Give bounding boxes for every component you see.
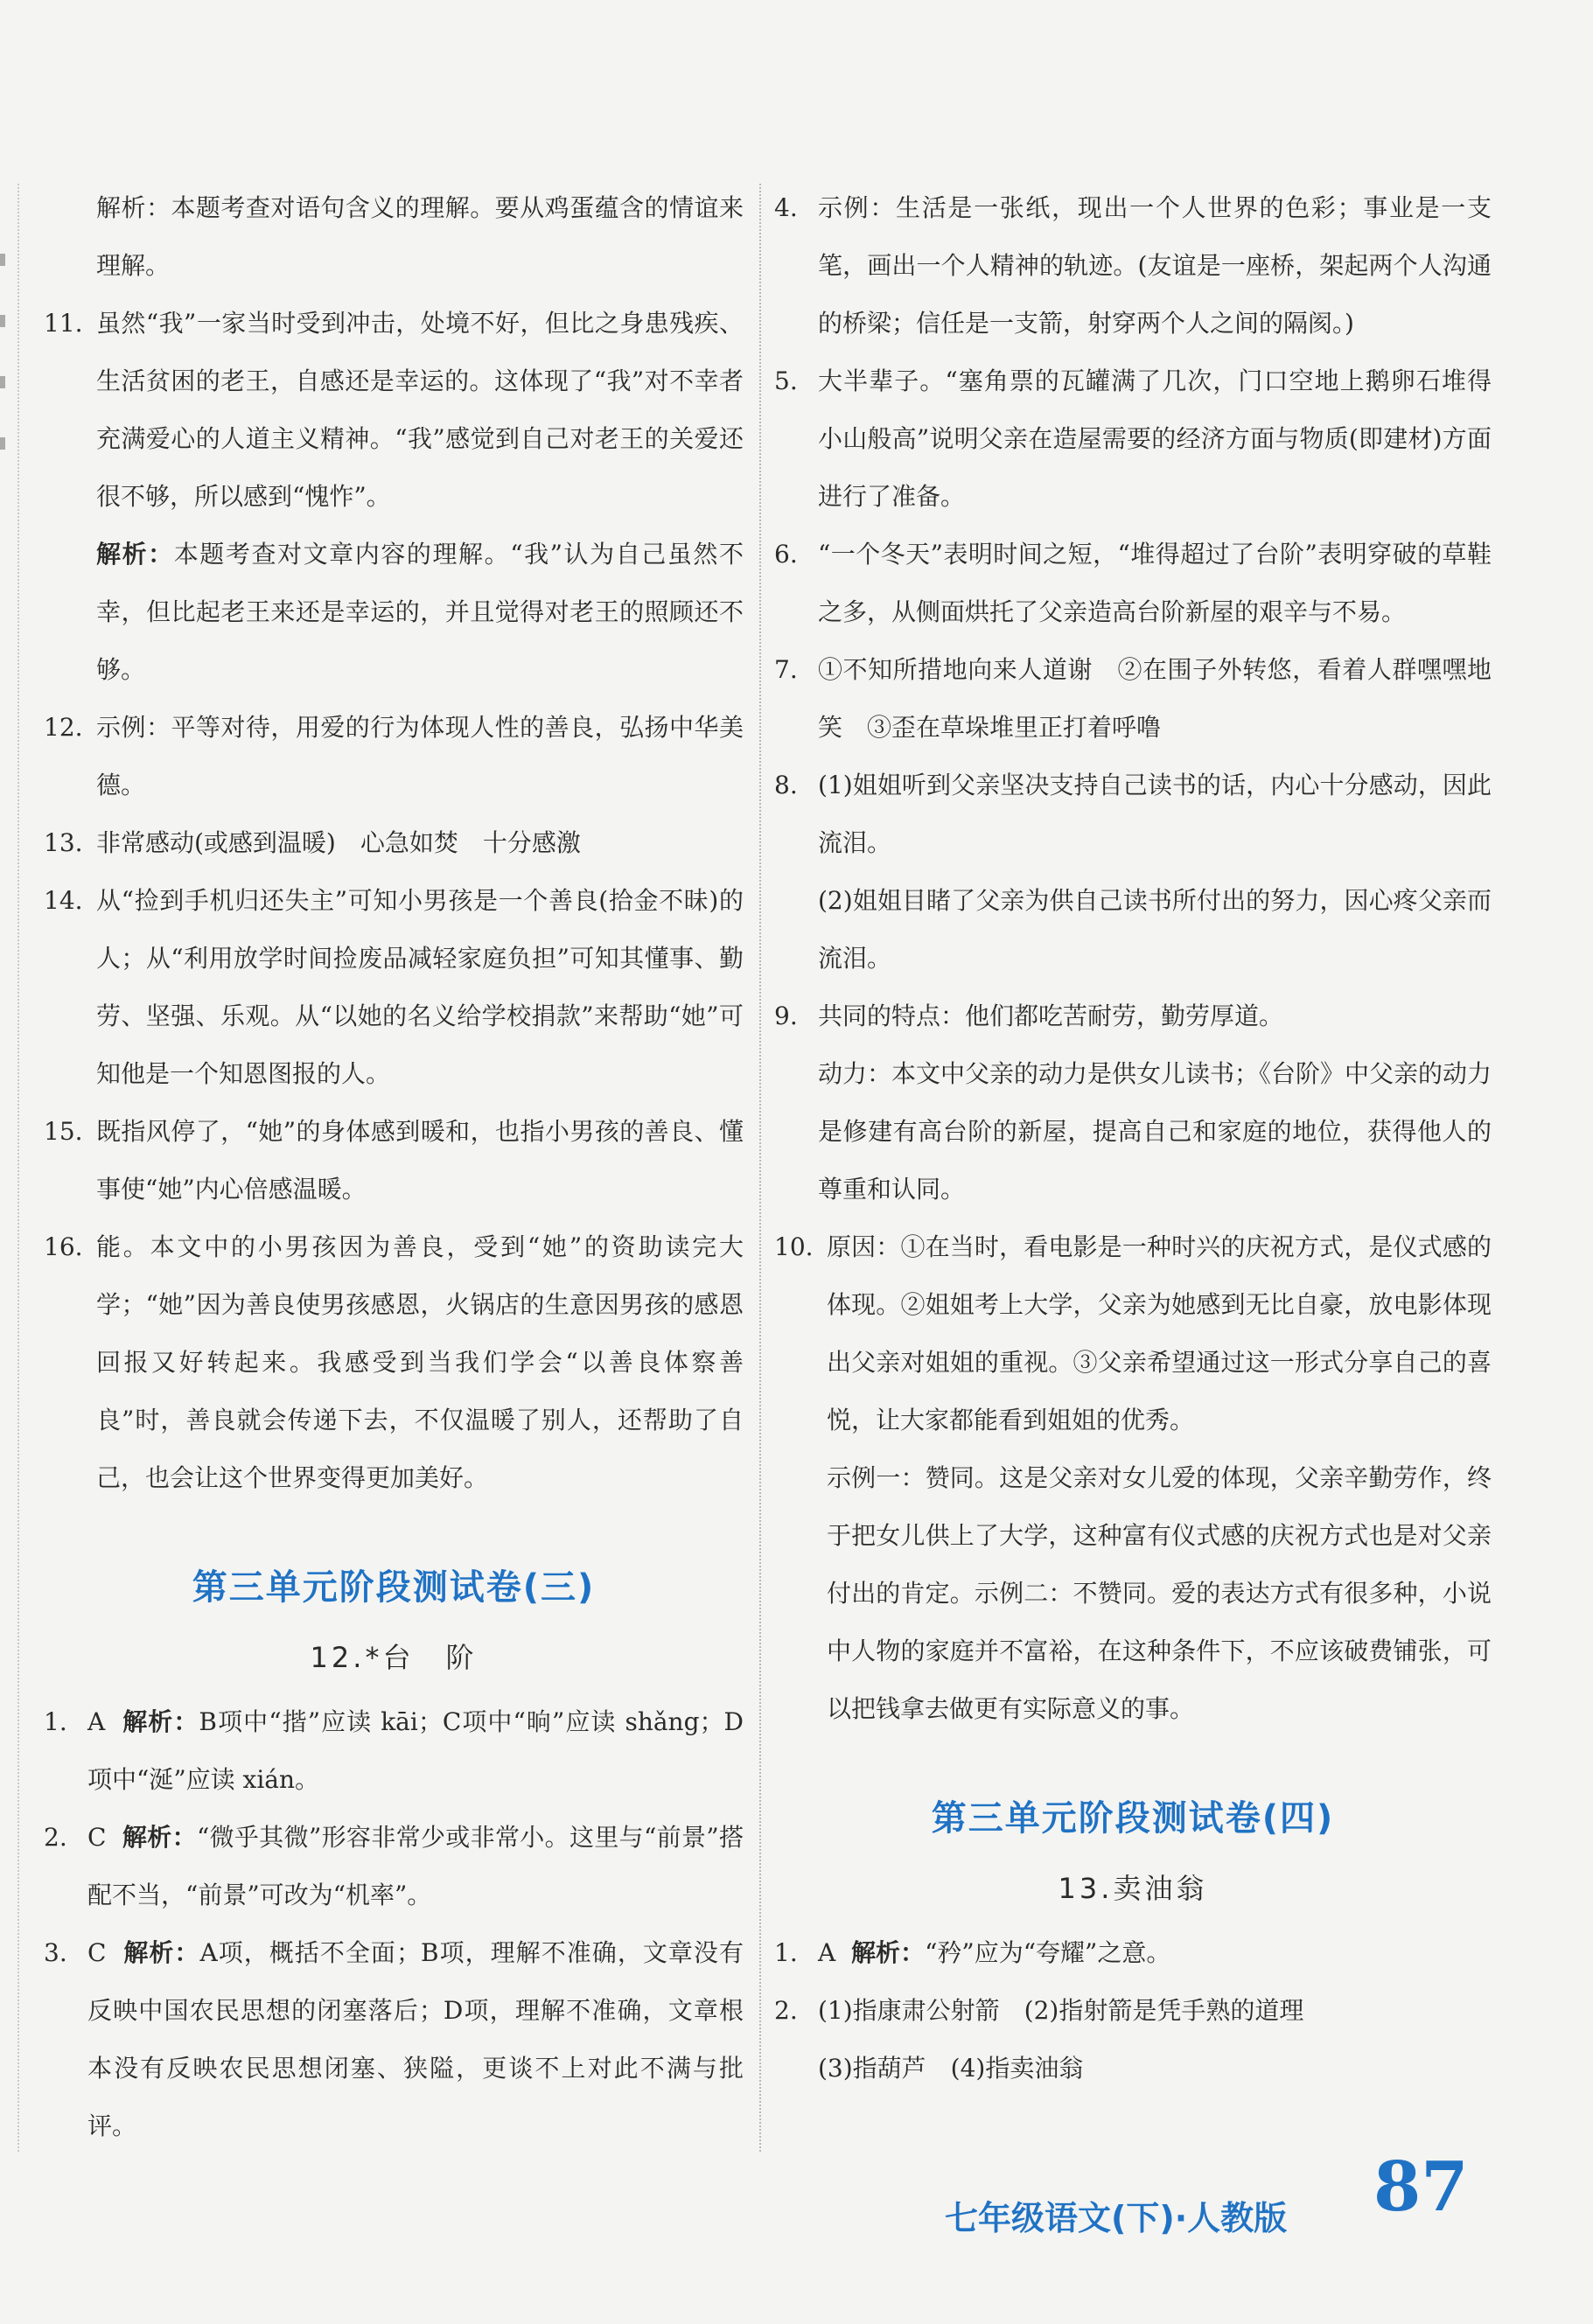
- answer-item: [44, 872, 744, 1103]
- item-text: 大半辈子。“塞角票的瓦罐满了几次，门口空地上鹅卵石堆得小山般高”说明父亲在造屋需要的经济方面与物质(即建材)方面进行了准备。: [818, 366, 1492, 511]
- item-number: 7.: [774, 655, 798, 684]
- item-answer: A: [87, 1707, 106, 1736]
- section-title: 第三单元阶段测试卷(四): [931, 1798, 1335, 1839]
- answer-item: [774, 352, 1492, 526]
- item-number: 8.: [774, 771, 798, 799]
- item-text: A项，概括不全面；B项，理解不准确，文章没有反映中国农民思想的闭塞落后；D项，理解不准确，文章根本没有反映农民思想闭塞、狭隘，更谈不上对此不满与批评。: [87, 1938, 744, 2140]
- item-text: 虽然“我”一家当时受到冲击，处境不好，但比之身患残疾、生活贫困的老王，自感还是幸运的。这体现了“我”对不幸者充满爱心的人道主义精神。“我”感觉到自己对老王的关爱还很不够，所以感到“愧怍”。: [96, 309, 744, 511]
- column-divider: [759, 184, 761, 2152]
- page-number: 87: [1373, 2147, 1469, 2227]
- answer-item: [774, 1218, 1492, 1449]
- item-text: 示例：生活是一张纸，现出一个人世界的色彩；事业是一支笔，画出一个人精神的轨迹。(友谊是一座桥，架起两个人沟通的桥梁；信任是一支箭，射穿两个人之间的隔阂。): [818, 193, 1492, 338]
- item-number: 1.: [774, 1938, 798, 1967]
- edge-mark: [0, 254, 5, 266]
- item-number: 6.: [774, 540, 798, 569]
- item-text: “一个冬天”表明时间之短，“堆得超过了台阶”表明穿破的草鞋之多，从侧面烘托了父亲造高台阶新屋的艰辛与不易。: [818, 540, 1492, 626]
- item-text: B项中“揩”应读 kāi；C项中“晌”应读 shǎng；D项中“涎”应读 xián。: [87, 1707, 744, 1794]
- item-text: 原因：①在当时，看电影是一种时兴的庆祝方式，是仪式感的体现。②姐姐考上大学，父亲为她感到无比自豪，放电影体现出父亲对姐姐的重视。③父亲希望通过这一形式分享自己的喜悦，让大家都能看到姐姐的优秀。: [827, 1232, 1492, 1434]
- right-column: [774, 179, 1492, 2097]
- answer-item: [774, 526, 1492, 641]
- item-number: 9.: [774, 1001, 798, 1030]
- item-subtext: (3)指葫芦 (4)指卖油翁: [818, 2054, 1084, 2083]
- item-number: 15.: [44, 1117, 83, 1146]
- item-number: 13.: [44, 828, 83, 857]
- answer-item: [774, 179, 1492, 352]
- analysis-label: 解析：: [122, 1707, 199, 1736]
- answer-item: [44, 814, 744, 872]
- item-number: 4.: [774, 193, 798, 222]
- item-text: 共同的特点：他们都吃苦耐劳，勤劳厚道。: [818, 1001, 1284, 1030]
- item-subtext: (2)姐姐目睹了父亲为供自己读书所付出的努力，因心疼父亲而流泪。: [818, 886, 1492, 973]
- item-number: 14.: [44, 886, 83, 915]
- lesson-title: 13.卖油翁: [1058, 1872, 1208, 1905]
- left-column: [44, 179, 744, 2155]
- answer-subparagraph: [774, 1449, 1492, 1738]
- analysis-label: 解析：: [96, 540, 174, 569]
- analysis-text: 本题考查对文章内容的理解。“我”认为自己虽然不幸，但比起老王来还是幸运的，并且觉得对老王的照顾还不够。: [96, 540, 744, 684]
- analysis-label: 解析：: [123, 1938, 200, 1967]
- item-subtext: 示例一：赞同。这是父亲对女儿爱的体现，父亲辛勤劳作，终于把女儿供上了大学，这种富有仪式感的庆祝方式也是对父亲付出的肯定。示例二：不赞同。爱的表达方式有很多种，小说中人物的家庭并不富裕，在这种条件下，不应该破费铺张，可以把钱拿去做更有实际意义的事。: [827, 1463, 1492, 1723]
- analysis-paragraph: [44, 526, 744, 699]
- answer-item: [44, 295, 744, 526]
- answer-subparagraph: [774, 1045, 1492, 1218]
- item-number: 2.: [44, 1823, 67, 1852]
- item-answer: C: [87, 1823, 107, 1852]
- answer-item: [774, 1982, 1492, 2040]
- answer-subparagraph: [774, 2040, 1492, 2097]
- answer-item: [44, 1103, 744, 1218]
- item-subtext: 动力：本文中父亲的动力是供女儿读书；《台阶》中父亲的动力是修建有高台阶的新屋，提高自己和家庭的地位，获得他人的尊重和认同。: [818, 1059, 1492, 1204]
- item-text: 非常感动(或感到温暖) 心急如焚 十分感激: [96, 828, 581, 857]
- item-number: 11.: [44, 309, 83, 338]
- analysis-label: 解析：: [851, 1938, 926, 1967]
- item-text: 能。本文中的小男孩因为善良，受到“她”的资助读完大学；“她”因为善良使男孩感恩，火锅店的生意因男孩的感恩回报又好转起来。我感受到当我们学会“以善良体察善良”时，善良就会传递下去，不仅温暖了别人，还帮助了自己，也会让这个世界变得更加美好。: [96, 1232, 744, 1492]
- item-text: (1)姐姐听到父亲坚决支持自己读书的话，内心十分感动，因此流泪。: [818, 771, 1492, 857]
- item-text: 既指风停了，“她”的身体感到暖和，也指小男孩的善良、懂事使“她”内心倍感温暖。: [96, 1117, 744, 1204]
- analysis-paragraph: [44, 179, 744, 295]
- item-text: (1)指康肃公射箭 (2)指射箭是凭手熟的道理: [818, 1996, 1304, 2025]
- answer-item: [44, 1693, 744, 1809]
- lesson-title: 12.*台 阶: [310, 1641, 478, 1674]
- analysis-label: 解析：: [122, 1823, 197, 1852]
- item-number: 3.: [44, 1938, 67, 1967]
- answer-item: [774, 757, 1492, 872]
- item-answer: A: [818, 1938, 836, 1967]
- binding-rule: [17, 184, 19, 2152]
- item-number: 1.: [44, 1707, 67, 1736]
- analysis-text: 解析：本题考查对语句含义的理解。要从鸡蛋蕴含的情谊来理解。: [96, 193, 744, 280]
- book-label: 七年级语文(下)·人教版: [945, 2199, 1288, 2237]
- item-answer: C: [87, 1938, 107, 1967]
- edge-mark: [0, 315, 5, 327]
- item-text: 示例：平等对待，用爱的行为体现人性的善良，弘扬中华美德。: [96, 713, 744, 799]
- item-text: “微乎其微”形容非常少或非常小。这里与“前景”搭配不当，“前景”可改为“机率”。: [87, 1823, 744, 1909]
- item-text: ①不知所措地向来人道谢 ②在围子外转悠，看着人群嘿嘿地笑 ③歪在草垛堆里正打着呼噜: [818, 655, 1492, 742]
- answer-item: [774, 1924, 1492, 1982]
- item-number: 10.: [774, 1232, 814, 1261]
- answer-item: [44, 1218, 744, 1507]
- answer-subparagraph: [774, 872, 1492, 988]
- item-number: 12.: [44, 713, 83, 742]
- edge-mark: [0, 437, 5, 450]
- answer-item: [44, 1924, 744, 2155]
- item-number: 2.: [774, 1996, 798, 2025]
- answer-item: [774, 988, 1492, 1045]
- item-text: “矜”应为“夸耀”之意。: [925, 1938, 1171, 1967]
- answer-item: [44, 699, 744, 814]
- item-number: 16.: [44, 1232, 83, 1261]
- section-title: 第三单元阶段测试卷(三): [192, 1567, 596, 1608]
- item-text: 从“捡到手机归还失主”可知小男孩是一个善良(拾金不昧)的人；从“利用放学时间捡废品减轻家庭负担”可知其懂事、勤劳、坚强、乐观。从“以她的名义给学校捐款”来帮助“她”可知他是一个知恩图报的人。: [96, 886, 744, 1088]
- answer-item: [774, 641, 1492, 757]
- item-number: 5.: [774, 366, 798, 395]
- answer-item: [44, 1809, 744, 1924]
- edge-mark: [0, 376, 5, 388]
